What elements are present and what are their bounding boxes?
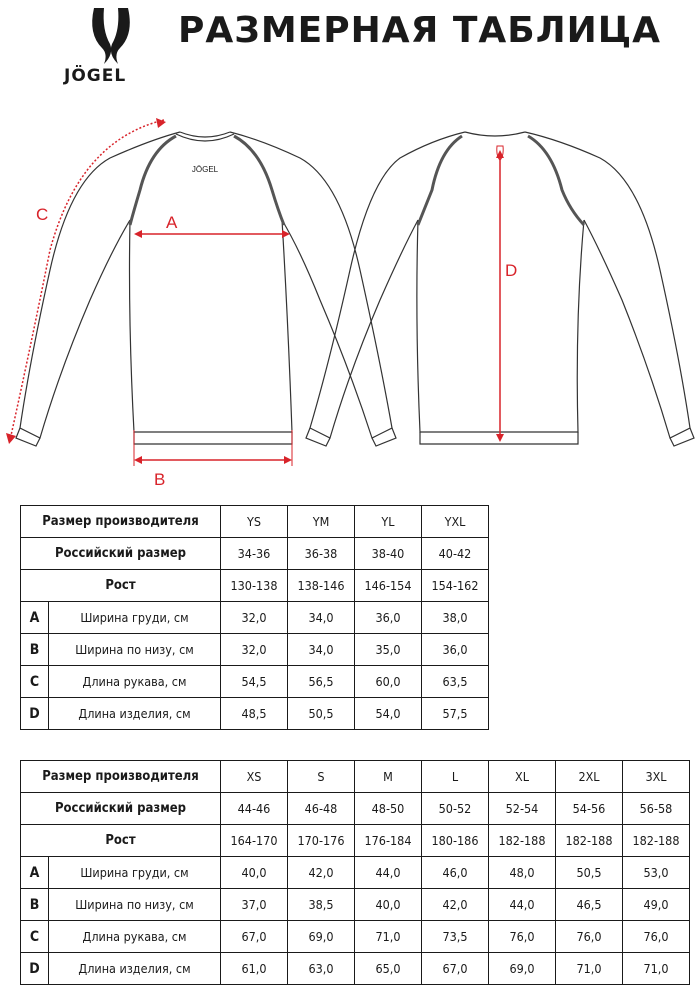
value-cell: 48,5 xyxy=(221,698,288,730)
value-cell: 34-36 xyxy=(221,538,288,570)
letter-cell: C xyxy=(21,666,49,698)
letter-cell: A xyxy=(21,602,49,634)
label-cell: Длина изделия, см xyxy=(49,953,221,985)
value-cell: 44,0 xyxy=(489,889,556,921)
value-cell: 46,0 xyxy=(422,857,489,889)
value-cell: 32,0 xyxy=(221,634,288,666)
value-cell: 42,0 xyxy=(422,889,489,921)
value-cell: 57,5 xyxy=(422,698,489,730)
label-cell: Ширина по низу, см xyxy=(49,634,221,666)
value-cell: 52-54 xyxy=(489,793,556,825)
value-cell: 182-188 xyxy=(623,825,690,857)
value-cell: 56,5 xyxy=(288,666,355,698)
value-cell: 146-154 xyxy=(355,570,422,602)
value-cell: 63,5 xyxy=(422,666,489,698)
value-cell: 38,5 xyxy=(288,889,355,921)
header-cell: Российский размер xyxy=(21,793,221,825)
value-cell: 42,0 xyxy=(288,857,355,889)
header-cell: Рост xyxy=(21,825,221,857)
table-row xyxy=(21,506,489,538)
value-cell: 130-138 xyxy=(221,570,288,602)
value-cell: 44,0 xyxy=(355,857,422,889)
label-cell: Ширина по низу, см xyxy=(49,889,221,921)
value-cell: 73,5 xyxy=(422,921,489,953)
brand-logo-text: JÖGEL xyxy=(64,66,127,86)
table-row xyxy=(21,889,690,921)
value-cell: 34,0 xyxy=(288,602,355,634)
table-row xyxy=(21,825,690,857)
size-cell: M xyxy=(355,761,422,793)
size-cell: XS xyxy=(221,761,288,793)
value-cell: 46-48 xyxy=(288,793,355,825)
letter-cell: C xyxy=(21,921,49,953)
value-cell: 36-38 xyxy=(288,538,355,570)
table-row xyxy=(21,634,489,666)
value-cell: 54,0 xyxy=(355,698,422,730)
value-cell: 182-188 xyxy=(489,825,556,857)
value-cell: 32,0 xyxy=(221,602,288,634)
label-cell: Длина рукава, см xyxy=(49,666,221,698)
value-cell: 48,0 xyxy=(489,857,556,889)
letter-cell: B xyxy=(21,634,49,666)
garment-drawing xyxy=(0,100,697,495)
value-cell: 35,0 xyxy=(355,634,422,666)
value-cell: 40,0 xyxy=(221,857,288,889)
label-cell: Длина рукава, см xyxy=(49,921,221,953)
dim-label-b: B xyxy=(154,470,166,489)
dim-label-c: C xyxy=(36,205,49,224)
value-cell: 63,0 xyxy=(288,953,355,985)
size-cell: YL xyxy=(355,506,422,538)
table-row xyxy=(21,921,690,953)
size-table-adult xyxy=(20,760,690,985)
page-title: РАЗМЕРНАЯ ТАБЛИЦА xyxy=(178,10,662,51)
value-cell: 69,0 xyxy=(489,953,556,985)
value-cell: 40-42 xyxy=(422,538,489,570)
value-cell: 170-176 xyxy=(288,825,355,857)
value-cell: 69,0 xyxy=(288,921,355,953)
letter-cell: A xyxy=(21,857,49,889)
value-cell: 36,0 xyxy=(422,634,489,666)
size-cell: 3XL xyxy=(623,761,690,793)
header-cell: Российский размер xyxy=(21,538,221,570)
value-cell: 164-170 xyxy=(221,825,288,857)
value-cell: 76,0 xyxy=(623,921,690,953)
value-cell: 38-40 xyxy=(355,538,422,570)
size-cell: YS xyxy=(221,506,288,538)
value-cell: 54-56 xyxy=(556,793,623,825)
value-cell: 65,0 xyxy=(355,953,422,985)
value-cell: 138-146 xyxy=(288,570,355,602)
value-cell: 154-162 xyxy=(422,570,489,602)
header-cell: Размер производителя xyxy=(21,761,221,793)
table-row xyxy=(21,761,690,793)
value-cell: 176-184 xyxy=(355,825,422,857)
table-row xyxy=(21,538,489,570)
value-cell: 56-58 xyxy=(623,793,690,825)
table-row xyxy=(21,793,690,825)
value-cell: 60,0 xyxy=(355,666,422,698)
size-cell: YXL xyxy=(422,506,489,538)
value-cell: 76,0 xyxy=(489,921,556,953)
size-table-youth xyxy=(20,505,489,730)
size-cell: 2XL xyxy=(556,761,623,793)
value-cell: 53,0 xyxy=(623,857,690,889)
value-cell: 50,5 xyxy=(288,698,355,730)
value-cell: 38,0 xyxy=(422,602,489,634)
value-cell: 71,0 xyxy=(623,953,690,985)
value-cell: 67,0 xyxy=(221,921,288,953)
value-cell: 54,5 xyxy=(221,666,288,698)
table-row xyxy=(21,666,489,698)
table-row xyxy=(21,857,690,889)
value-cell: 36,0 xyxy=(355,602,422,634)
dim-label-d: D xyxy=(505,261,518,280)
size-cell: YM xyxy=(288,506,355,538)
table-row xyxy=(21,602,489,634)
value-cell: 67,0 xyxy=(422,953,489,985)
value-cell: 50-52 xyxy=(422,793,489,825)
value-cell: 180-186 xyxy=(422,825,489,857)
value-cell: 61,0 xyxy=(221,953,288,985)
header-cell: Рост xyxy=(21,570,221,602)
letter-cell: D xyxy=(21,698,49,730)
label-cell: Длина изделия, см xyxy=(49,698,221,730)
letter-cell: D xyxy=(21,953,49,985)
table-row xyxy=(21,570,489,602)
letter-cell: B xyxy=(21,889,49,921)
value-cell: 37,0 xyxy=(221,889,288,921)
value-cell: 34,0 xyxy=(288,634,355,666)
value-cell: 48-50 xyxy=(355,793,422,825)
value-cell: 46,5 xyxy=(556,889,623,921)
value-cell: 182-188 xyxy=(556,825,623,857)
value-cell: 76,0 xyxy=(556,921,623,953)
size-cell: L xyxy=(422,761,489,793)
header-cell: Размер производителя xyxy=(21,506,221,538)
label-cell: Ширина груди, см xyxy=(49,857,221,889)
table-row xyxy=(21,698,489,730)
size-cell: S xyxy=(288,761,355,793)
value-cell: 49,0 xyxy=(623,889,690,921)
size-cell: XL xyxy=(489,761,556,793)
value-cell: 71,0 xyxy=(556,953,623,985)
table-row xyxy=(21,953,690,985)
label-cell: Ширина груди, см xyxy=(49,602,221,634)
value-cell: 44-46 xyxy=(221,793,288,825)
shirt-print-text: JÖGEL xyxy=(191,165,219,174)
dim-label-a: A xyxy=(166,213,178,232)
value-cell: 71,0 xyxy=(355,921,422,953)
value-cell: 40,0 xyxy=(355,889,422,921)
value-cell: 50,5 xyxy=(556,857,623,889)
